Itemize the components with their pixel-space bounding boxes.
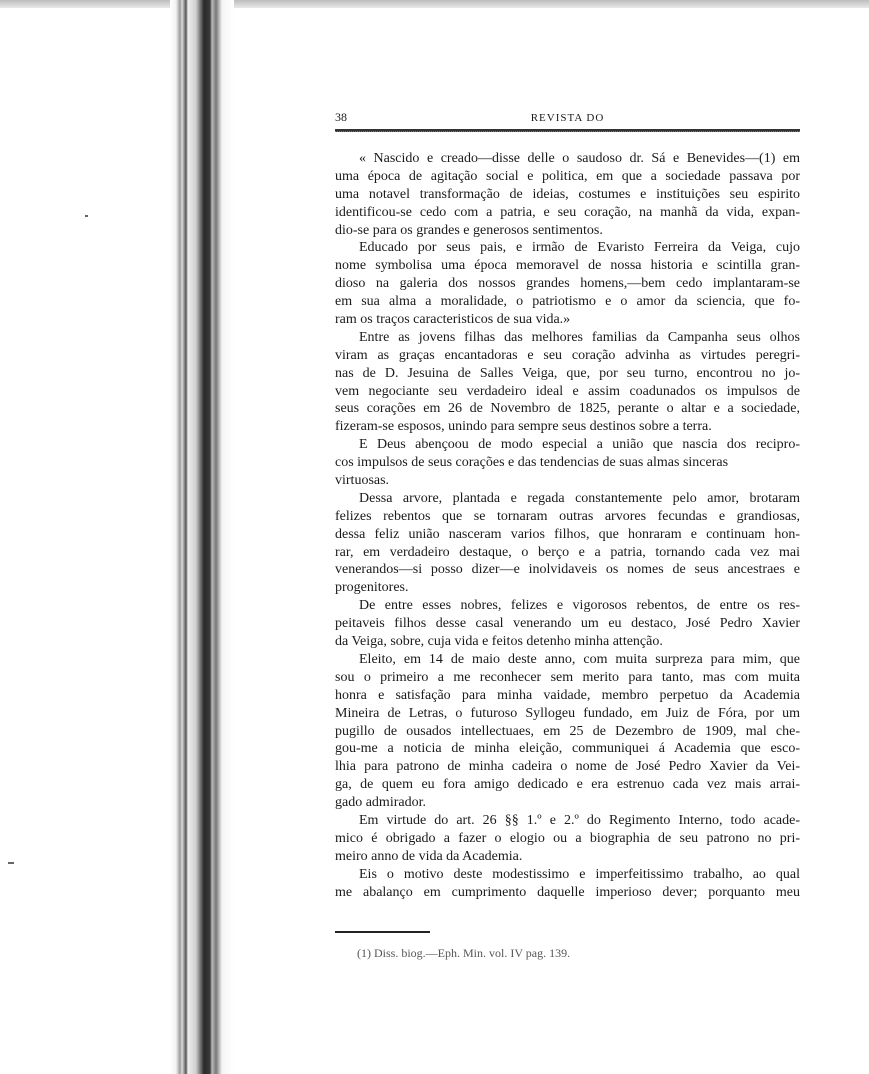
paragraph: [335, 597, 800, 651]
text-line: viram as graças encantadoras e seu coração advinha as virtudes peregri-: [335, 347, 800, 363]
scan-speck: [8, 862, 14, 864]
text-line: lhia para patrono de minha cadeira o nome de José Pedro Xavier da Vei-: [335, 759, 800, 775]
text-line: E Deus abençoou de modo especial a união que nascia dos recipro-: [359, 437, 800, 453]
page-number: 38: [335, 110, 347, 124]
text-line: fizeram-se esposos, unindo para sempre seus destinos sobre a terra.: [335, 419, 712, 435]
text-line: pugillo de ousados intellectuaes, em 25 de Dezembro de 1909, mal che-: [335, 723, 800, 739]
paragraph: [335, 436, 800, 490]
text-line: dio-se para os grandes e generosos sentimentos.: [335, 222, 603, 238]
text-line: nome symbolisa uma época memoravel de nossa historia e scintilla gran-: [335, 258, 800, 274]
text-line: vem negociante seu verdadeiro ideal e assim coadunados os impulsos de: [335, 383, 800, 399]
page-header: [335, 110, 800, 126]
text-line: Mineira de Letras, o futuroso Syllogeu fundado, em Juiz de Fóra, por um: [335, 705, 800, 721]
paragraph: [335, 651, 800, 812]
text-line: me abalanço em cumprimento daquelle imperioso dever; porquanto meu: [335, 884, 800, 900]
text-line: De entre esses nobres, felizes e vigorosos rebentos, de entre os res-: [359, 598, 800, 614]
header-rule: [335, 129, 800, 132]
text-line: uma época de agitação social e politica, em que a sociedade passava por: [335, 168, 800, 184]
paragraph: [335, 490, 800, 597]
text-line: da Veiga, sobre, cuja vida e feitos detenho minha attenção.: [335, 634, 663, 650]
paragraph: [335, 329, 800, 436]
paragraph: [335, 812, 800, 866]
text-line: Educado por seus pais, e irmão de Evaristo Ferreira da Veiga, cujo: [359, 240, 800, 256]
text-line: peitaveis filhos desse casal venerando um eu destaco, José Pedro Xavier: [335, 616, 800, 632]
text-line: em sua alma a moralidade, o patriotismo e o amor da sciencia, que fo-: [335, 294, 800, 310]
text-line: identificou-se cedo com a patria, e seu coração, na manhã da vida, expan-: [335, 204, 800, 220]
scan-speck: [85, 215, 88, 217]
paragraph: [335, 150, 800, 239]
text-line: honra e satisfação para minha vaidade, membro perpetuo da Academia: [335, 687, 800, 703]
text-line: progenitores.: [335, 580, 409, 596]
text-line: nas de D. Jesuina de Salles Veiga, que, por seu turno, encontrou no jo-: [335, 365, 800, 381]
text-line: ga, de quem eu fora amigo dedicado e era estrenuo cada vez mais arrai-: [335, 777, 800, 793]
text-line: cos impulsos de seus corações e das tendencias de suas almas sinceras: [335, 455, 729, 471]
text-line: gou-me a noticia de minha eleição, communiquei á Academia que esco-: [335, 741, 800, 757]
text-line: seus corações em 26 de Novembro de 1825, perante o altar e a sociedade,: [335, 401, 800, 417]
text-line: Entre as jovens filhas das melhores familias da Campanha seus olhos: [359, 329, 800, 345]
text-line: Em virtude do art. 26 §§ 1.º e 2.º do Regimento Interno, todo acade-: [359, 812, 800, 828]
text-line: virtuosas.: [335, 473, 390, 489]
body-text: [335, 150, 800, 901]
footnote-rule: [335, 931, 430, 933]
text-line: Dessa arvore, plantada e regada constantemente pelo amor, brotaram: [359, 490, 800, 506]
text-line: dessa feliz união nasceram varios filhos, que honraram e continuam hon-: [335, 526, 800, 542]
text-line: gado admirador.: [335, 795, 426, 811]
text-line: uma notavel transformação de ideias, costumes e instituições seu espirito: [335, 186, 800, 202]
paragraph: [335, 239, 800, 328]
text-line: Eleito, em 14 de maio deste anno, com muita surpreza para mim, que: [359, 651, 800, 667]
text-line: meiro anno de vida da Academia.: [335, 848, 523, 864]
paragraph: [335, 866, 800, 902]
footnote: (1) Diss. biog.—Eph. Min. vol. IV pag. 139.: [357, 946, 571, 960]
text-line: dioso na galeria dos nossos grandes homens,—bem cedo implantaram-se: [335, 276, 800, 292]
text-line: felizes rebentos que se tornaram outras arvores fecundas e grandiosas,: [335, 508, 800, 524]
text-line: rar, em verdadeiro destaque, o berço e a patria, tornando cada vez mai: [335, 544, 800, 560]
text-line: sou o primeiro a me reconhecer sem merito para tanto, mas com muita: [335, 669, 800, 685]
text-line: venerandos—si posso dizer—e inolvidaveis os nomes de seus ancestraes e: [335, 562, 800, 578]
running-title: REVISTA DO: [530, 112, 605, 124]
text-line: « Nascido e creado—disse delle o saudoso dr. Sá e Benevides—(1) em: [359, 151, 800, 166]
scan-top-edge: [0, 0, 869, 8]
text-line: ram os traços caracteristicos de sua vida.»: [335, 312, 571, 328]
text-line: mico é obrigado a fazer o elogio ou a biographia de seu patrono no pri-: [335, 830, 800, 846]
text-line: Eis o motivo deste modestissimo e imperfeitissimo trabalho, ao qual: [359, 866, 800, 882]
book-binding-gutter: [170, 0, 234, 1074]
